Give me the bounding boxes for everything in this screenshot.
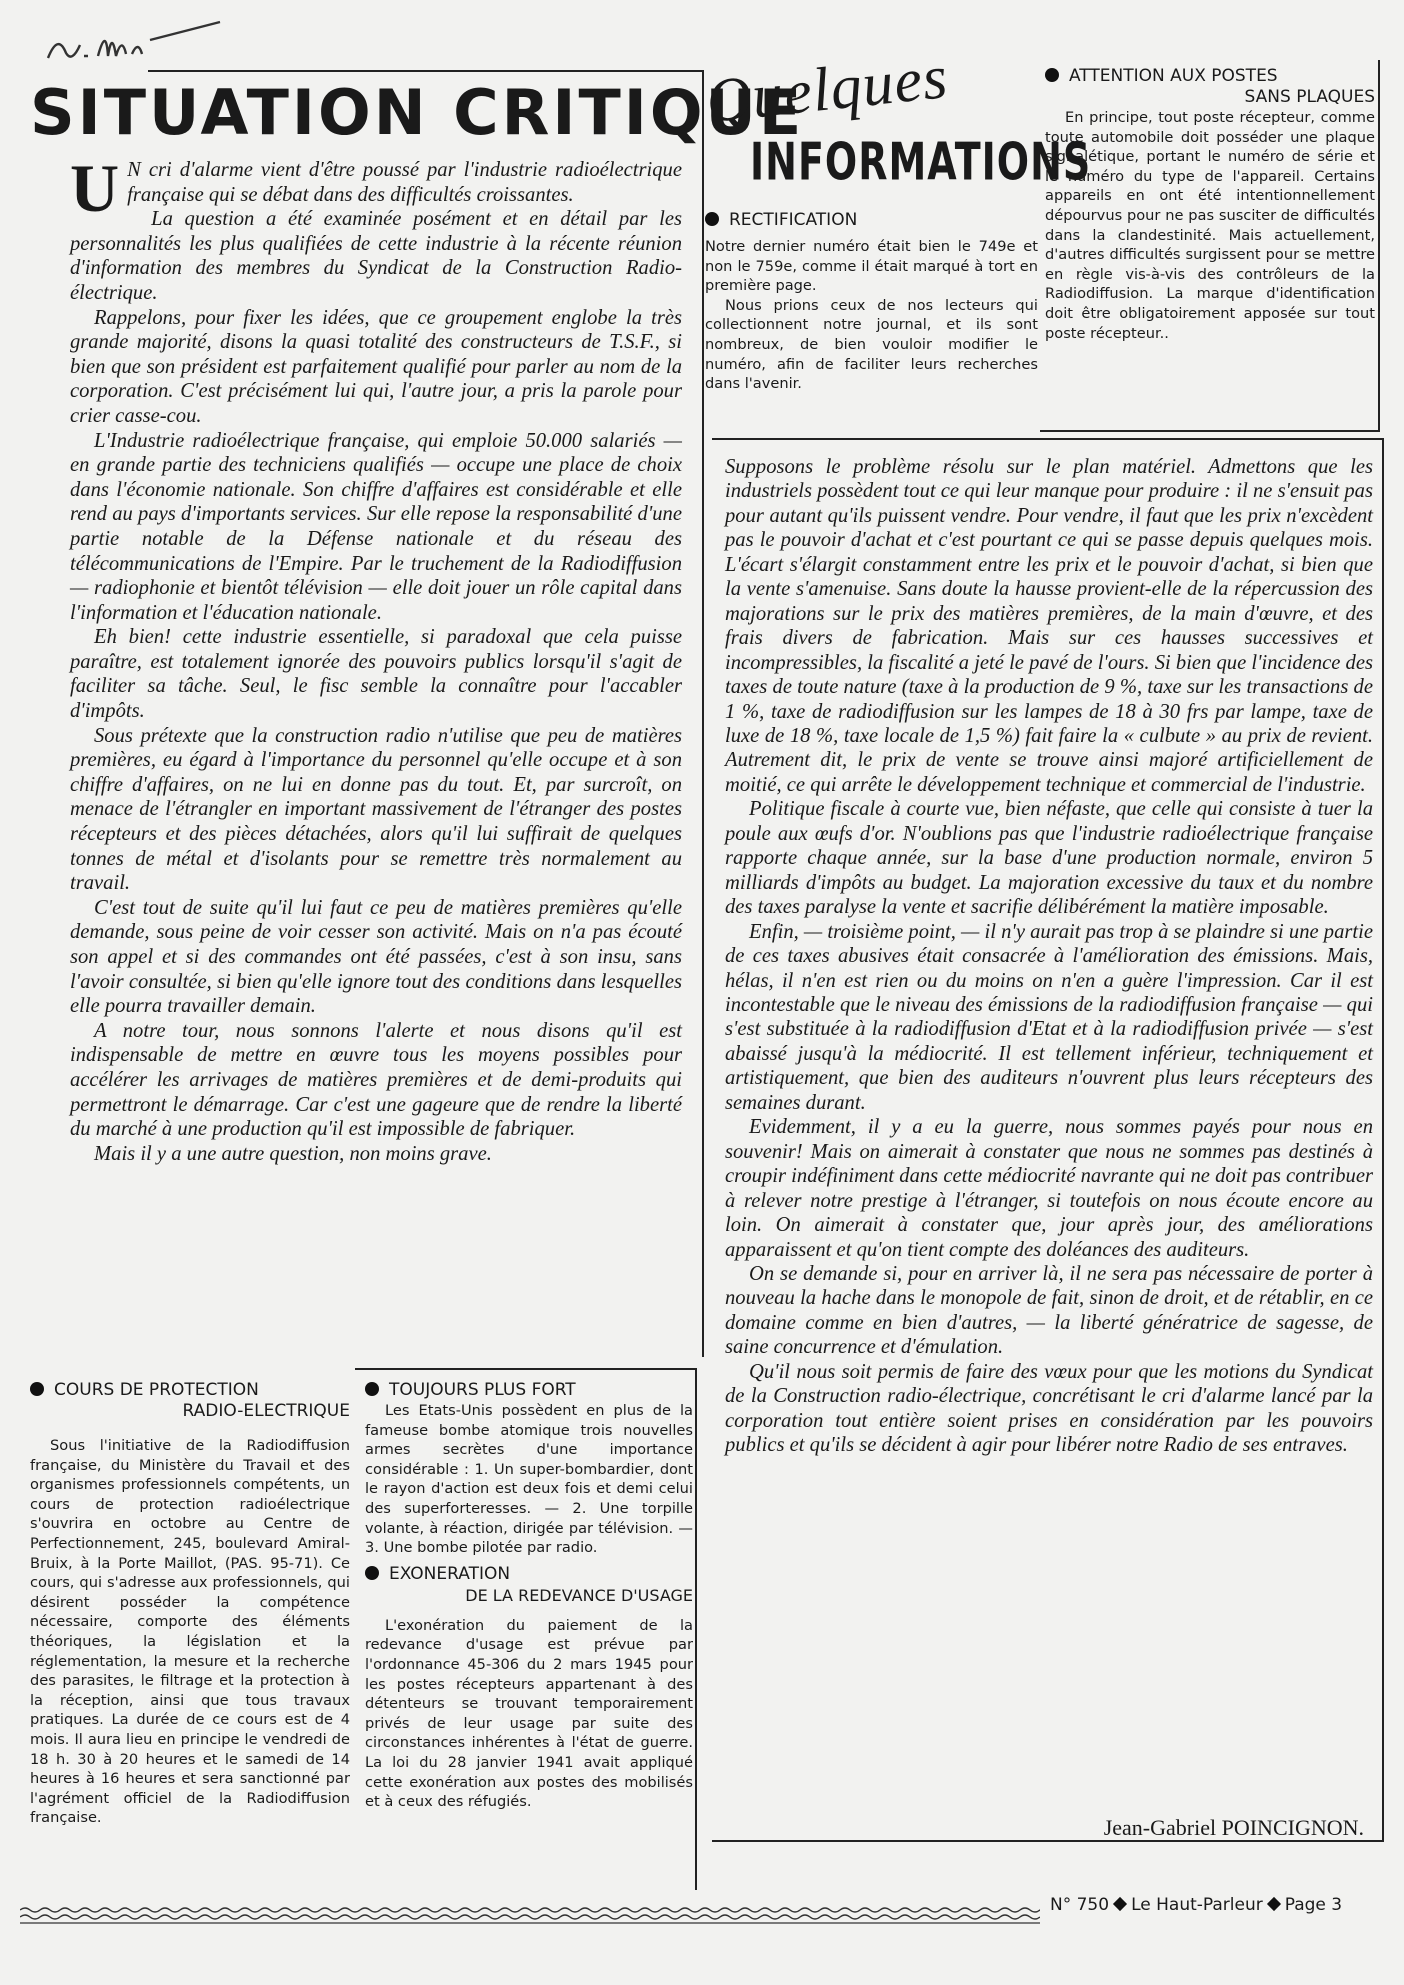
bullet-icon	[30, 1382, 44, 1396]
article-paragraph: Supposons le problème résolu sur le plan matériel. Admettons que les industriels possèdent tout ce qui leur manque pour produire : il ne s'ensuit pas pour autant qu'ils puissent vendre. Pour vendre, il faut que les prix n'excèdent pas le pouvoir d'achat et c'est pourtant ce qui se passe depuis quelques mois. L'écart s'élargit constamment entre les prix et le pouvoir d'achat, si bien que la vente s'amenuise. Sans doute la hausse provient-elle de la répercussion des majorations sur le prix des matières premières, de la main d'œuvre, et des frais divers de fabrication. Mais sur ces hausses successives et incompressibles, la fiscalité a jeté le pavé de l'ours. Si bien que l'incidence des taxes de toute nature (taxe à la production de 9 %, taxe sur les transactions de 1 %, taxe de radiodiffusion sur les lampes de 18 à 30 frs par lampe, taxe de luxe de 18 %, taxe locale de 1,5 %) fait faire la « culbute » au prix de revient. Autrement dit, le prix de vente se trouve ainsi majoré artificiellement de moitié, ce qui arrête le développement technique et commercial de l'industrie.	[725, 456, 1374, 796]
footer-wave-rule	[20, 1905, 1040, 1925]
brief-paragraph: Nous prions ceux de nos lecteurs qui collectionnent notre journal, et ils sont nombreux, de bien vouloir modifier le numéro, afin de faciliter leurs recherches dans l'avenir.	[705, 296, 1038, 393]
brief-paragraph: L'exonération du paiement de la redevance d'usage est prévue par l'ordonnance 45-306 du 2 mars 1945 pour les postes récepteurs appartenant à des détenteurs se trouvant temporairement privés de leur usage par suite des circonstances inhérentes à l'état de guerre. La loi du 28 janvier 1941 avait appliqué cette exonération aux postes des mobilisés et à ceux des réfugiés.	[365, 1616, 693, 1811]
bullet-icon	[365, 1566, 379, 1580]
page-number: Page 3	[1284, 1895, 1343, 1915]
brief-paragraph: Sous l'initiative de la Radiodiffusion française, du Ministère du Travail et des organismes professionnels compétents, un cours de protection radioélectrique s'ouvrira en octobre au Centre de Perfectionnement, 245, boulevard Amiral-Bruix, à la Porte Maillot, (PAS. 95-71). Ce cours, qui s'adresse aux professionnels, qui désirent posséder la compétence nécessaire, comporte des éléments théoriques, la législation et la réglementation, la mesure et la recherche des parasites, le filtrage et la protection à la réception, ainsi que tous travaux pratiques. La durée de ce cours est de 4 mois. Il aura lieu en principe le vendredi de 18 h. 30 à 20 heures et le samedi de 14 heures à 16 heures et sera sanctionné par l'agrément officiel de la Radiodiffusion française.	[30, 1437, 350, 1827]
brief-heading: EXONERATION	[365, 1564, 693, 1585]
article-paragraph: Eh bien! cette industrie essentielle, si paradoxal que cela puisse paraître, est totalement ignorée des pouvoirs publics lorsqu'il s'agit de faciliter sa tâche. Seul, le fisc semble la connaître pour l'accabler d'impôts.	[70, 626, 682, 723]
article-paragraph: Evidemment, il y a eu la guerre, nous sommes payés pour nous en souvenir! Mais on aimerait à constater que nous ne sommes pas destinés à croupir indéfiniment dans cette médiocrité navrante qui ne doit pas contribuer à relever notre prestige à l'étranger, si toutefois on nous écoute encore au loin. On aimerait à constater que, jour après jour, des améliorations apparaissent et qu'on tient compte des doléances des auditeurs.	[725, 1116, 1373, 1261]
left-article	[70, 150, 682, 1166]
drop-cap: U	[70, 150, 120, 226]
page-footer	[1050, 1895, 1342, 1915]
rectification-brief	[705, 210, 1038, 394]
article-paragraph: On se demande si, pour en arriver là, il ne sera pas nécessaire de porter à nouveau la hache dans le monopole de fait, sinon de droit, et de rétablir, en ce domaine comme en bien d'autres, — la liberté génératrice de sagesse, de saine concurrence et d'émulation.	[725, 1262, 1373, 1359]
article-paragraph: L'Industrie radioélectrique française, qui emploie 50.000 salariés — en grande partie des techniciens qualifiés — occupe une place de choix dans l'économie nationale. Son chiffre d'affaires est considérable et elle rend au pays d'importants services. Sur elle repose la responsabilité d'une partie notable de la Défense nationale et du réseau des télécommunications de l'Empire. Par le truchement de la Radiodiffusion — radiophonie et bientôt télévision — elle doit jouer un rôle capital dans l'information et l'éducation nationale.	[70, 429, 682, 624]
article-paragraph: Politique fiscale à courte vue, bien néfaste, que celle qui consiste à tuer la poule aux œufs d'or. N'oublions pas que l'industrie radioélectrique française rapporte chaque année, sur la base d'une production normale, environ 5 milliards d'impôts au budget. La majoration excessive du taux et du nombre des taxes paralyse la vente et sacrifie délibérément la matière imposable.	[725, 798, 1373, 919]
article-paragraph: La question a été examinée posément et en détail par les personnalités les plus qualifiées de cette industrie à la récente réunion d'information des membres du Syndicat de la Construction Radio-électrique.	[70, 208, 682, 304]
article-paragraph: Rappelons, pour fixer les idées, que ce groupement englobe la très grande majorité, disons la quasi totalité des constructeurs de T.S.F., si bien que son président est parfaitement qualifié pour parler au nom de la corporation. C'est précisément lui qui, l'autre jour, a pris la parole pour crier casse-cou.	[70, 306, 682, 427]
brief-heading: RECTIFICATION	[705, 210, 1038, 231]
brief-paragraph: Notre dernier numéro était bien le 749e et non le 759e, comme il était marqué à tort en première page.	[705, 238, 1038, 295]
brief-heading: TOUJOURS PLUS FORT	[365, 1380, 693, 1401]
article-paragraph: Enfin, — troisième point, — il n'y aurait pas trop à se plaindre si une partie de ces taxes abusives était consacrée à l'amélioration des émissions. Mais, hélas, il n'en est rien ou du moins on n'en a guère l'impression. Car il est incontestable que le niveau des émissions de la radiodiffusion française — qui s'est substituée à la radiodiffusion d'Etat et à la radiodiffusion privée — s'est abaissé jusqu'à la médiocrité. Il est tellement inférieur, techniquement et artistiquement, que bien des auditeurs n'ouvrent plus leurs récepteurs des semaines durant.	[725, 920, 1373, 1114]
article-paragraph: C'est tout de suite qu'il lui faut ce peu de matières premières qu'elle demande, sous peine de voir cesser son activité. Mais on n'a pas écouté son appel et si des commandes ont été passées, c'est à son insu, sans l'avoir consultée, si bien qu'elle ignore tout des conditions dans lesquelles elle pourra travailler demain.	[70, 896, 682, 1018]
brief-heading-line2: SANS PLAQUES	[1244, 87, 1375, 107]
article-paragraph: Qu'il nous soit permis de faire des vœux pour que les motions du Syndicat de la Construction radio-électrique, concrétisant le cri d'alarme lancé par la corporation tout entière soient prises en considération par les pouvoirs publics et qu'ils se décident à agir pour libérer notre Radio de ses entraves.	[725, 1360, 1373, 1457]
brief-paragraph: En principe, tout poste récepteur, comme toute automobile doit posséder une plaque signalétique, portant le numéro de série et le numéro du type de l'appareil. Certains appareils en ont été intentionnellement dépourvus pour ne pas susciter de difficultés dans la clandestinité. Mais actuellement, d'autres difficultés surgissent pour se mettre en règle vis-à-vis des contrôleurs de la Radiodiffusion. La marque d'identification doit être obligatoirement apposée sur tout poste récepteur..	[1045, 109, 1375, 342]
article-paragraph: Sous prétexte que la construction radio n'utilise que peu de matières premières, eu égard à l'importance du personnel qu'elle occupe et à son chiffre d'affaires, on ne lui en donne pas du tout. Et, par surcroît, on menace de l'étrangler en important massivement de l'étranger des postes récepteurs et des pièces détachées, alors qu'il lui suffirait de quelques tonnes de métal et d'isolants pour se remettre très normalement au travail.	[70, 724, 682, 895]
author-signature: Jean-Gabriel POINCIGNON.	[1103, 1815, 1364, 1840]
attention-brief	[1045, 66, 1375, 343]
issue-number: N° 750	[1050, 1895, 1110, 1915]
bullet-icon	[705, 212, 719, 226]
quelques-informations-logo	[703, 43, 1092, 200]
toujours-plus-fort-brief	[365, 1380, 693, 1812]
logo-block-word: INFORMATIONS	[750, 132, 1092, 192]
brief-heading-line2: RADIO-ELECTRIQUE	[182, 1401, 350, 1421]
handwritten-annotation	[40, 18, 240, 78]
right-article	[725, 455, 1373, 1458]
cours-brief	[30, 1380, 350, 1828]
page-title: SITUATION CRITIQUE	[30, 76, 805, 149]
bullet-icon	[365, 1382, 379, 1396]
brief-paragraph: Les Etats-Unis possèdent en plus de la fameuse bombe atomique trois nouvelles armes secrètes d'une importance considérable : 1. Un super-bombardier, dont le rayon d'action est deux fois et demi celui des superforteresses. — 2. Une torpille volante, à réaction, dirigée par télévision. — 3. Une bombe pilotée par radio.	[365, 1402, 693, 1557]
brief-heading: ATTENTION AUX POSTES	[1045, 66, 1375, 87]
brief-heading-line2: DE LA REDEVANCE D'USAGE	[465, 1585, 693, 1605]
logo-script-word: Quelques	[703, 43, 952, 136]
diamond-icon	[1113, 1897, 1127, 1911]
diamond-icon	[1267, 1897, 1281, 1911]
article-paragraph: Mais il y a une autre question, non moins grave.	[94, 1142, 492, 1165]
bullet-icon	[1045, 68, 1059, 82]
journal-name: Le Haut-Parleur	[1131, 1895, 1263, 1915]
article-paragraph: A notre tour, nous sonnons l'alerte et nous disons qu'il est indispensable de mettre en œuvre tous les moyens possibles pour accélérer les arrivages de matières premières et de demi-produits qui permettront le démarrage. Car c'est une gageure que de rendre la liberté du marché à une production qu'il est impossible de fabriquer.	[70, 1019, 682, 1141]
brief-heading: COURS DE PROTECTION	[30, 1380, 350, 1401]
article-paragraph: U N cri d'alarme vient d'être poussé par l'industrie radioélectrique française qui se débat dans des difficultés croissantes.	[70, 150, 682, 226]
